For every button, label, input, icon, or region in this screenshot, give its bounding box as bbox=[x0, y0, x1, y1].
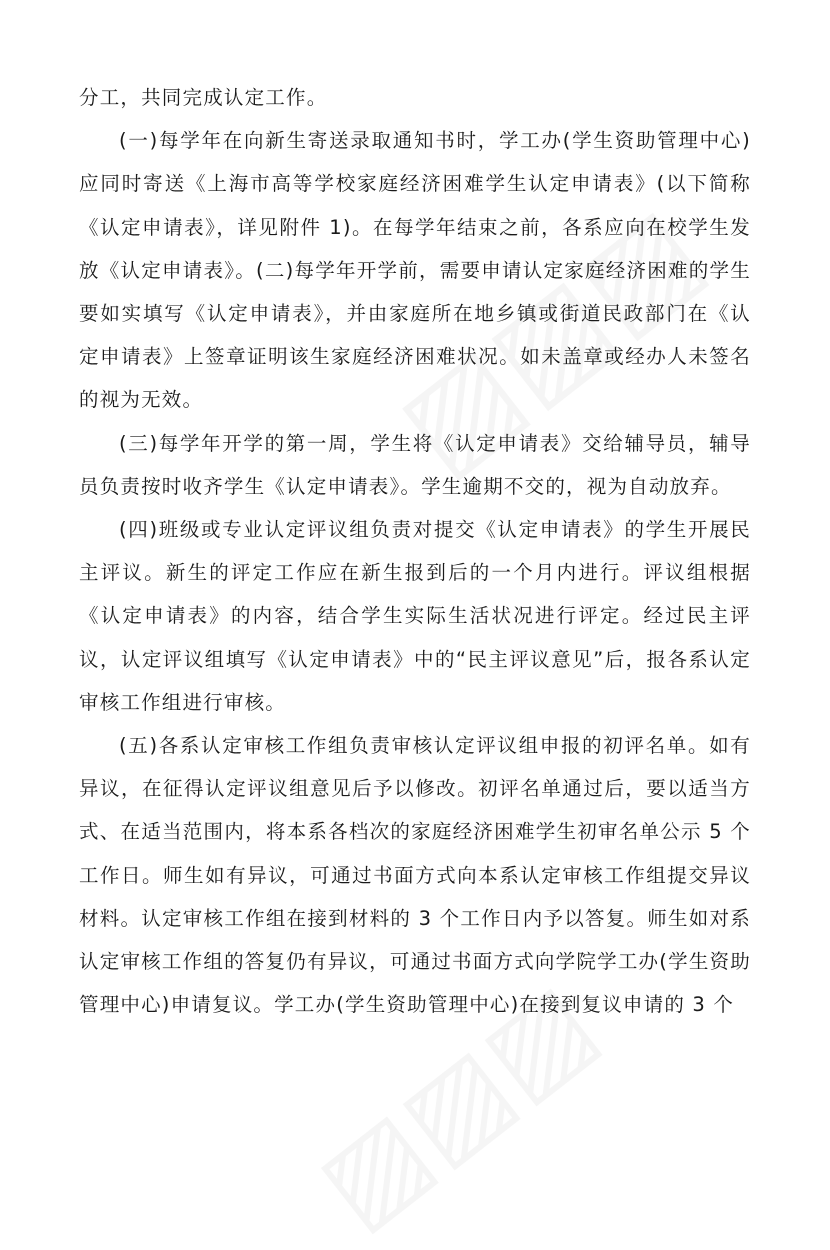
paragraph-item-1-2: (一)每学年在向新生寄送录取通知书时，学工办(学生资助管理中心)应同时寄送《上海市高等学校家庭经济困难学生认定申请表》(以下简称《认定申请表》，详见附件 1)。在每学年结束之前，各系应向在校学生发放《认定申请表》。(二)每学年开学前，需要申请认定家庭经济困难的学生要如实填写《认定申请表》，并由家庭所在地乡镇或街道民政部门在《认定申请表》上签章证明该生家庭经济困难状况。如未盖章或经办人未签名的视为无效。 bbox=[79, 129, 751, 412]
paragraph-item-5: (五)各系认定审核工作组负责审核认定评议组申报的初评名单。如有异议，在征得认定评议组意见后予以修改。初评名单通过后，要以适当方式、在适当范围内，将本系各档次的家庭经济困难学生初审名单公示 5 个工作日。师生如有异议，可通过书面方式向本系认定审核工作组提交异议材料。认定审核工作组在接到材料的 3 个工作日内予以答复。师生如对系认定审核工作组的答复仍有异议，可通过书面方式向学院学工办(学生资助管理中心)申请复议。学工办(学生资助管理中心)在接到复议申请的 3 个 bbox=[79, 734, 751, 1017]
paragraph-continuation: 分工，共同完成认定工作。 bbox=[79, 86, 328, 109]
paragraph-item-4: (四)班级或专业认定评议组负责对提交《认定申请表》的学生开展民主评议。新生的评定工作应在新生报到后的一个月内进行。评议组根据《认定申请表》的内容，结合学生实际生活状况进行评定。经过民主评议，认定评议组填写《认定申请表》中的“民主评议意见”后，报各系认定审核工作组进行审核。 bbox=[79, 518, 751, 714]
document-body bbox=[79, 76, 751, 1026]
paragraph-item-3: (三)每学年开学的第一周，学生将《认定申请表》交给辅导员，辅导员负责按时收齐学生《认定申请表》。学生逾期不交的，视为自动放弃。 bbox=[79, 431, 751, 498]
